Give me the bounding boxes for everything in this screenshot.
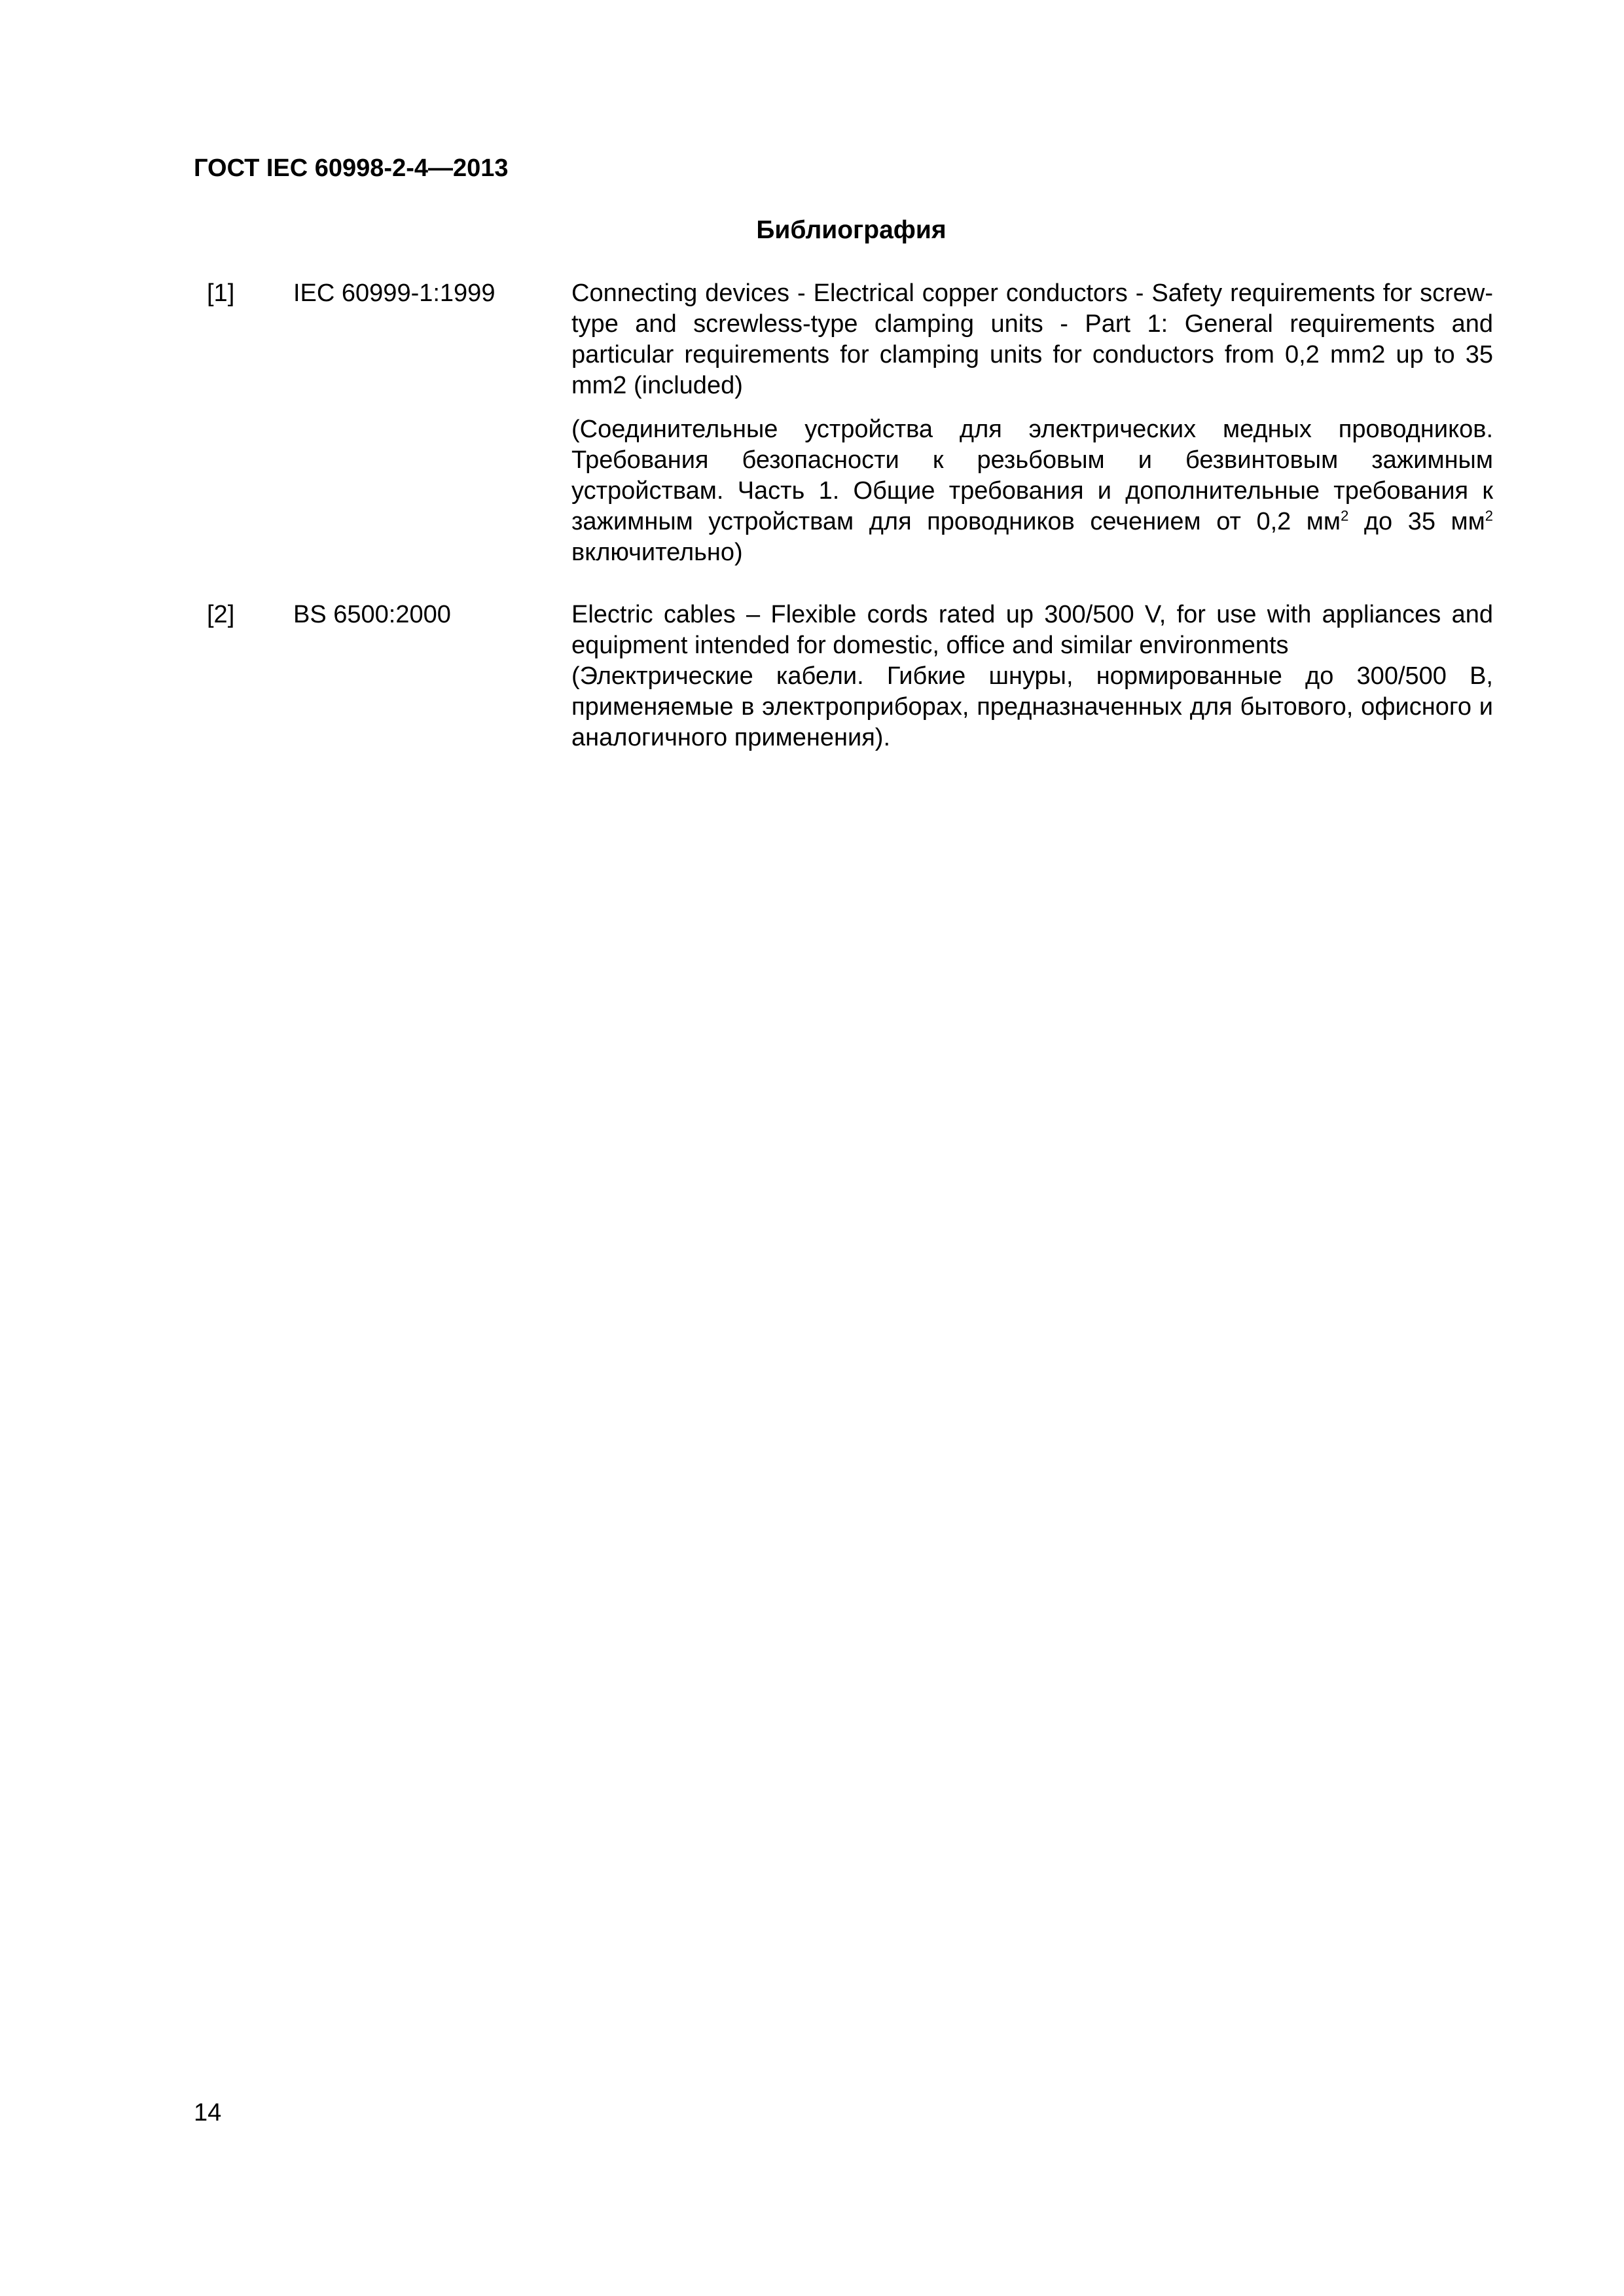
standard-code: BS 6500:2000 — [293, 601, 451, 628]
superscript: 2 — [1341, 507, 1349, 524]
russian-title-part: включительно) — [571, 539, 743, 566]
russian-title-part: (Соединительные устройства для электрических медных проводников. Требования безопасности к резьбовым и безвинтовым зажимным устройствам. Часть 1. Общие требования и дополнительные требования к зажимным устройствам для проводников сечением от 0,2 мм — [571, 416, 1493, 535]
entry-text — [571, 278, 1493, 568]
entry-text — [571, 600, 1493, 753]
entry-number: [2] — [207, 601, 235, 628]
entry-title-russian: (Электрические кабели. Гибкие шнуры, нормированные до 300/500 В, применяемые в электроприборах, предназначенных для бытового, офисного и аналогичного применения). — [571, 662, 1493, 751]
russian-title-part: до 35 мм — [1348, 508, 1485, 535]
bibliography-list — [194, 278, 1493, 753]
bibliography-title: Библиография — [756, 216, 947, 244]
superscript: 2 — [1485, 507, 1494, 524]
entry-title-english: Connecting devices - Electrical copper conductors - Safety requirements for screw-type and screwless-type clamping units - Part 1: General requirements and particular requirements for clamping units for conductors from 0,2 mm2 up to 35 mm2 (included) — [571, 279, 1493, 399]
entry-number: [1] — [207, 279, 235, 307]
standard-code: IEC 60999-1:1999 — [293, 279, 496, 307]
entry-title-english: Electric cables – Flexible cords rated up 300/500 V, for use with appliances and equipment intended for domestic, office and similar environments — [571, 601, 1493, 659]
bibliography-entry-2 — [194, 600, 1493, 753]
page-number: 14 — [194, 2099, 222, 2126]
bibliography-entry-1 — [194, 278, 1493, 568]
document-header: ГОСТ IEC 60998-2-4—2013 — [194, 154, 509, 182]
entry-title-russian — [571, 414, 1493, 568]
